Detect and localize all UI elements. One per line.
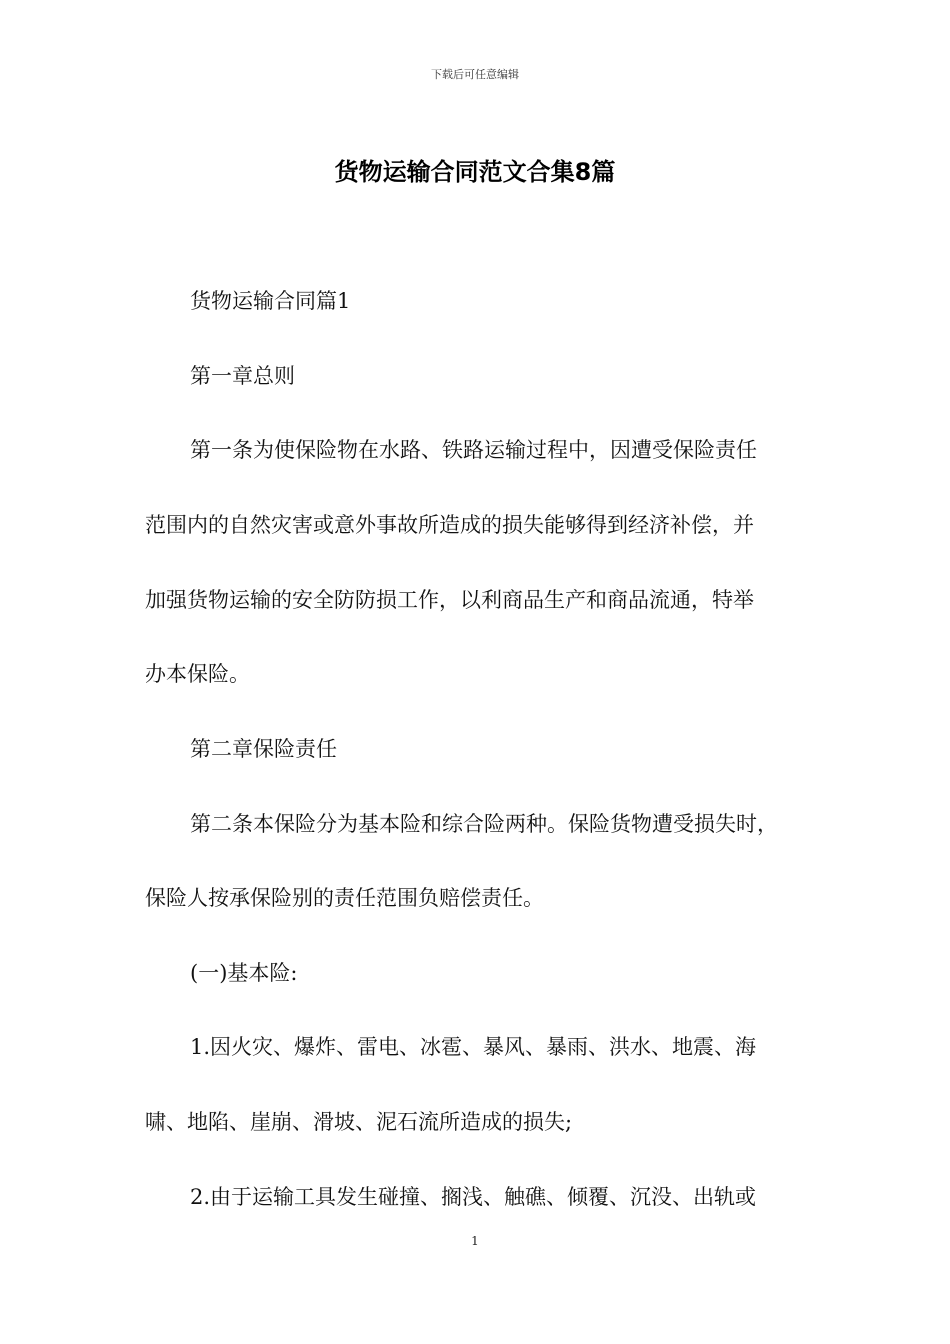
- list-item-line: 1.因火灾、爆炸、雷电、冰雹、暴风、暴雨、洪水、地震、海: [190, 1035, 757, 1059]
- paragraph-line: 第一条为使保险物在水路、铁路运输过程中，因遭受保险责任: [190, 438, 757, 462]
- paragraph-line: 保险人按承保险别的责任范围负赔偿责任。: [145, 886, 544, 910]
- page-number: 1: [471, 1234, 479, 1248]
- header-note: 下载后可任意编辑: [431, 68, 519, 81]
- paragraph-line: 第二条本保险分为基本险和综合险两种。保险货物遭受损失时，: [190, 812, 778, 836]
- paragraph-line: 办本保险。: [145, 662, 250, 686]
- document-title: 货物运输合同范文合集8篇: [334, 158, 616, 186]
- paragraph-line: 加强货物运输的安全防防损工作，以利商品生产和商品流通，特举: [145, 588, 754, 612]
- list-item-line: 啸、地陷、崖崩、滑坡、泥石流所造成的损失;: [145, 1110, 573, 1134]
- subheading-basic-insurance: (一)基本险:: [190, 961, 298, 985]
- chapter-heading-liability: 第二章保险责任: [190, 737, 337, 761]
- chapter-heading-general: 第一章总则: [190, 364, 295, 388]
- section-heading-contract-1: 货物运输合同篇1: [190, 289, 351, 313]
- list-item-line: 2.由于运输工具发生碰撞、搁浅、触礁、倾覆、沉没、出轨或: [190, 1185, 757, 1209]
- paragraph-line: 范围内的自然灾害或意外事故所造成的损失能够得到经济补偿，并: [145, 513, 754, 537]
